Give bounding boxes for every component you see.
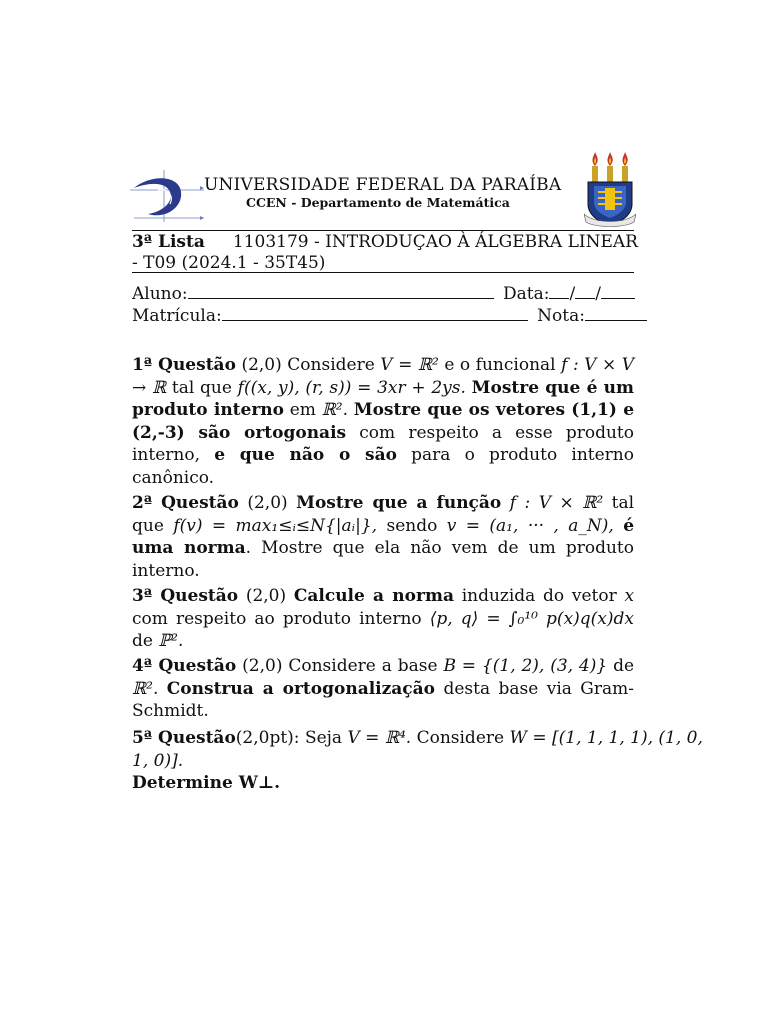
question-label: 2ª Questão (132, 493, 239, 513)
math-expression: v = (a₁, ··· , a_N), (446, 515, 614, 536)
question-2 (132, 492, 634, 582)
question-4 (132, 655, 634, 723)
course-title: 1103179 - INTRODUÇAO À ÁLGEBRA LINEAR (232, 232, 638, 252)
math-expression: V = ℝ⁴. (347, 728, 412, 748)
question-emphasis: Calcule a norma (293, 586, 454, 606)
math-expression: f((x, y), (r, s)) = 3xr + 2ys. (237, 377, 466, 398)
question-text: para o produto interno canônico. (132, 445, 634, 488)
question-text: desta base via Gram-Schmidt. (132, 678, 635, 721)
question-text: tal que (132, 493, 635, 536)
course-class: - T09 (2024.1 - 35T45) (132, 253, 326, 273)
aluno-row (132, 284, 635, 304)
question-points: (2,0) (247, 493, 288, 513)
math-expression: f(v) = max₁≤ᵢ≤N{|aᵢ|}, (173, 515, 378, 536)
date-year-blank[interactable] (601, 284, 635, 299)
question-emphasis: Mostre que os vetores (1,1) e (2,-3) são ortogonais (132, 400, 635, 443)
question-label: 4ª Questão (132, 656, 237, 676)
data-label: Data: (502, 284, 550, 304)
ufpb-crest-icon (584, 152, 636, 228)
header-divider (132, 230, 634, 231)
question-text: e o funcional (444, 355, 556, 375)
date-separator: / (595, 284, 601, 304)
question-text: de (132, 631, 153, 651)
university-name: UNIVERSIDADE FEDERAL DA PARAÍBA (204, 175, 562, 195)
list-title (132, 232, 638, 252)
date-month-blank[interactable] (575, 284, 595, 299)
question-5 (132, 727, 712, 795)
matricula-label: Matrícula: (132, 306, 222, 326)
question-label: 1ª Questão (132, 355, 236, 375)
question-emphasis: Determine W⊥. (132, 773, 281, 793)
question-text: com respeito ao produto interno (132, 608, 422, 629)
question-emphasis: e que não o são (214, 445, 397, 465)
department-logo-icon (128, 168, 208, 224)
question-text: Considere a base (288, 656, 438, 676)
question-3 (132, 585, 634, 653)
math-expression: V = ℝ² (380, 355, 439, 375)
question-text: Considere (416, 728, 505, 748)
question-emphasis: Mostre que a função (296, 493, 502, 513)
question-points: (2,0) (242, 656, 283, 676)
question-text: em (289, 400, 316, 420)
question-text: . Mostre que ela não vem de um produto interno. (132, 538, 634, 581)
math-expression: ℝ². (321, 400, 349, 420)
nota-label: Nota: (537, 306, 585, 326)
question-points: (2,0pt): (235, 728, 300, 748)
question-text: de (613, 656, 635, 676)
question-emphasis: Mostre que é um produto interno (132, 377, 635, 420)
math-expression: x (624, 586, 635, 606)
aluno-label: Aluno: (132, 284, 188, 304)
question-label: 5ª Questão (132, 728, 236, 748)
date-day-blank[interactable] (549, 284, 569, 299)
nota-blank[interactable] (585, 306, 647, 321)
question-emphasis: é uma norma (132, 515, 635, 558)
matricula-blank[interactable] (222, 306, 528, 321)
math-expression: ℙ². (158, 631, 184, 651)
math-expression: B = {(1, 2), (3, 4)} (443, 656, 608, 676)
question-emphasis: Construa a ortogonalização (166, 678, 436, 699)
question-points: (2,0) (241, 355, 282, 375)
department-name: CCEN - Departamento de Matemática (246, 195, 510, 210)
math-expression: f : V × V → ℝ (132, 355, 635, 398)
list-number: 3ª Lista (132, 232, 205, 252)
matricula-row (132, 306, 647, 326)
question-text: com respeito a esse produto interno, (132, 422, 634, 465)
question-text: Considere (287, 355, 375, 375)
question-points: (2,0) (245, 586, 287, 606)
question-1 (132, 354, 634, 489)
question-text: sendo (386, 515, 438, 536)
math-expression: ℝ². (132, 678, 159, 699)
question-text: tal que (171, 377, 232, 398)
math-expression: f : V × ℝ² (509, 493, 604, 513)
question-text: induzida do vetor (461, 586, 617, 606)
aluno-blank[interactable] (188, 284, 494, 299)
math-expression: W = [(1, 1, 1, 1), (1, 0, 1, 0)]. (132, 728, 703, 771)
question-label: 3ª Questão (132, 586, 239, 606)
title-divider (132, 272, 634, 273)
question-text: Seja (304, 728, 343, 748)
date-separator: / (569, 284, 576, 304)
math-expression: ⟨p, q⟩ = ∫₀¹⁰ p(x)q(x)dx (429, 608, 634, 629)
